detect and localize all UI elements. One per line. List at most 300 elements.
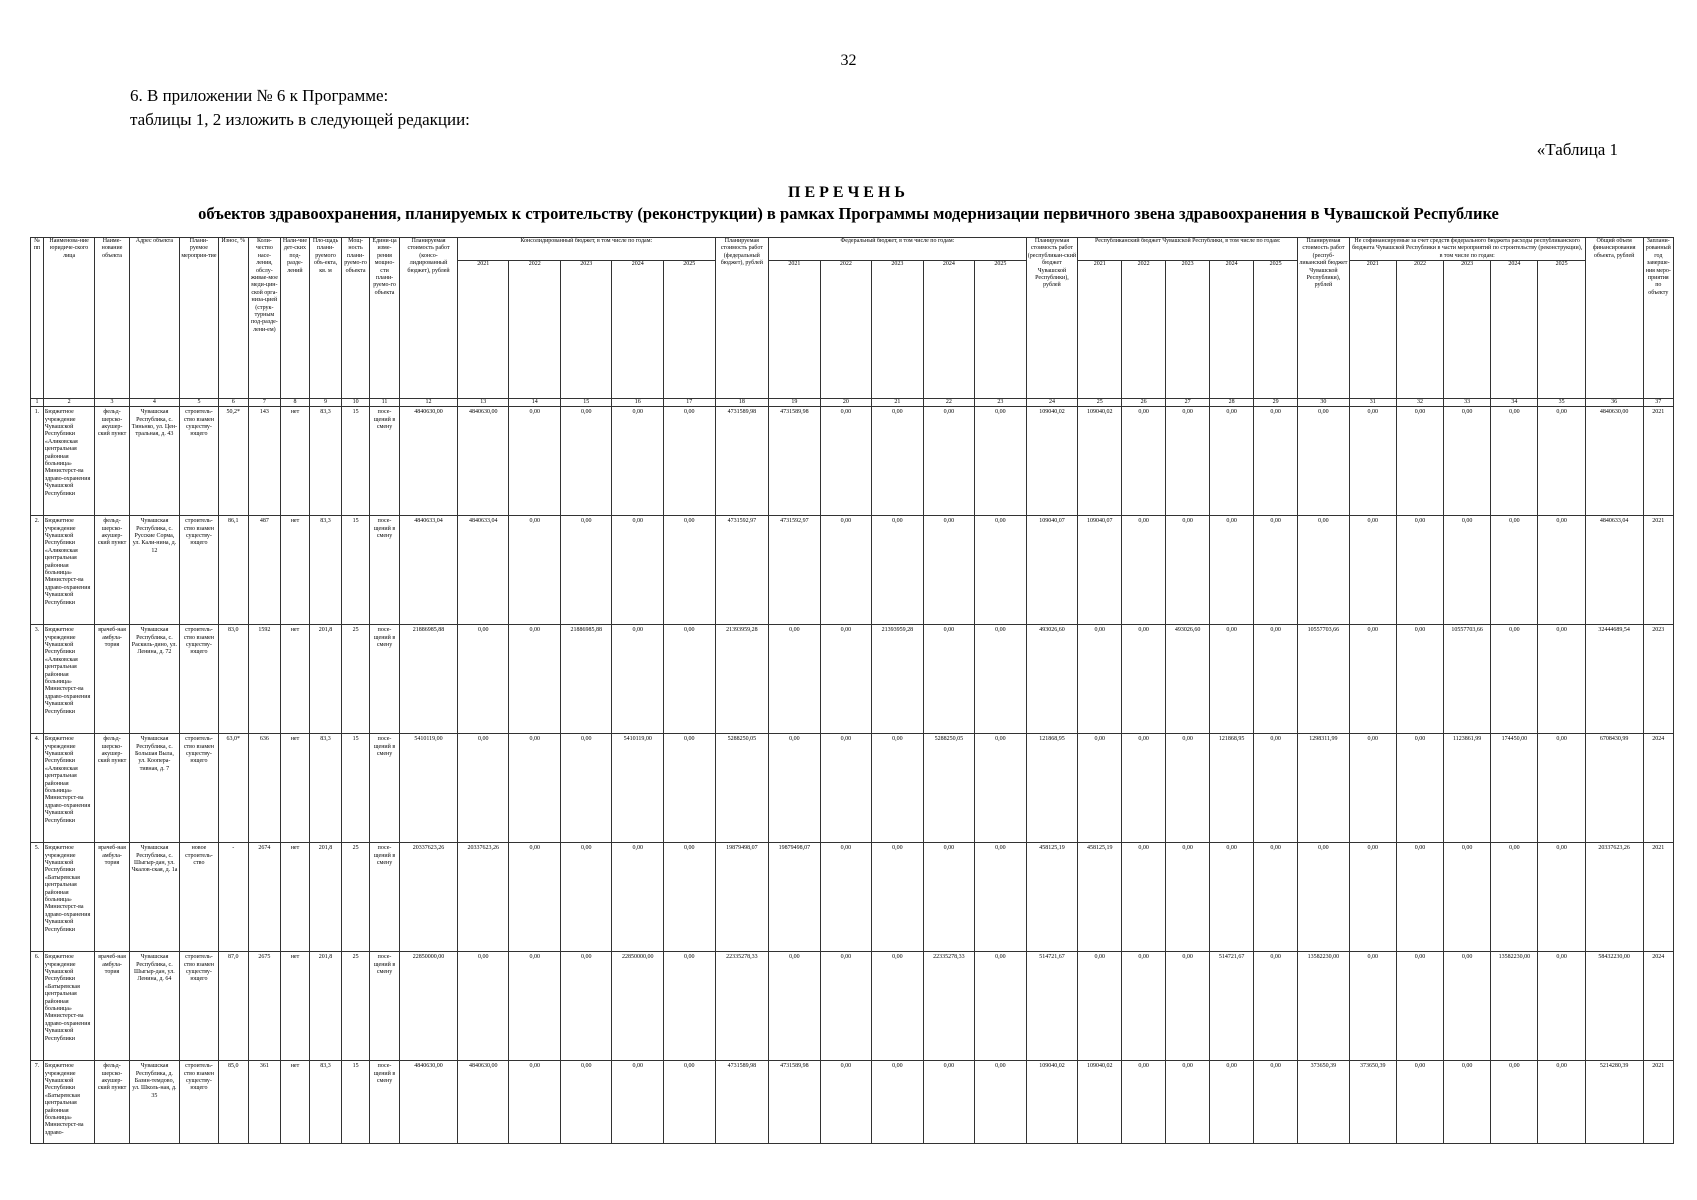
- table-cell: 2021: [1643, 843, 1673, 952]
- table-cell: 83,3: [309, 407, 341, 516]
- table-cell: 86,1: [218, 516, 248, 625]
- table-cell: 4731589,98: [715, 1061, 769, 1144]
- table-cell: 201,8: [309, 625, 341, 734]
- table-cell: посе-щений в смену: [370, 625, 400, 734]
- table-cell: фельд-шерско-акушер-ский пункт: [95, 734, 129, 843]
- table-header: [31, 238, 1674, 407]
- column-number: 31: [1349, 399, 1396, 407]
- header-children: Нали-чие дет-ских под-разде-лений: [280, 238, 309, 399]
- table-cell: 2023: [1643, 625, 1673, 734]
- table-cell: 21886985,88: [400, 625, 458, 734]
- table-cell: Чувашская Республика, с. Шыгыр-дан, ул. Чкалов-ская, д. 1а: [129, 843, 179, 952]
- table-cell: 83,3: [309, 734, 341, 843]
- header-total: Общий объем финансирования объекта, рублей: [1585, 238, 1643, 399]
- table-cell: 121868,95: [1210, 734, 1254, 843]
- header-staff: Коли-чество насе-ления, обслу-живае-мое меди-цин-ской орга-низа-цией (струк-турным под-разде-лени-ем): [248, 238, 280, 399]
- table-cell: Бюджетное учреждение Чувашской Республики «Батыревская центральная районная больница» Министерст-ва здраво-охранения Чувашской Республики: [43, 843, 95, 952]
- table-cell: 201,8: [309, 843, 341, 952]
- header-num: № пп: [31, 238, 44, 399]
- table-cell: 0,00: [1210, 1061, 1254, 1144]
- table-cell: 0,00: [509, 1061, 561, 1144]
- table-cell: 5214280,39: [1585, 1061, 1643, 1144]
- table-label: «Таблица 1: [1536, 140, 1618, 159]
- table-cell: 2024: [1643, 952, 1673, 1061]
- table-cell: 4731592,97: [769, 516, 821, 625]
- table-cell: Чувашская Республика, д. Базин-темдово, ул. Школь-ная, д. 35: [129, 1061, 179, 1144]
- header-capacity: Мощ-ность плани-руемо-го объекта: [342, 238, 370, 399]
- table-cell: Бюджетное учреждение Чувашской Республики «Батыревская центральная районная больница» Министерст-ва здраво-охранения Чувашской Республики: [43, 952, 95, 1061]
- table-cell: 2021: [1643, 516, 1673, 625]
- column-number: 13: [457, 399, 509, 407]
- table-cell: 0,00: [612, 625, 664, 734]
- table-row: [31, 843, 1674, 952]
- header-cost-republic: Планируемая стоимость работ (республикан-ский бюджет Чувашской Республики), рублей: [1026, 238, 1078, 399]
- table-cell: 0,00: [1444, 952, 1491, 1061]
- table-cell: 0,00: [923, 516, 975, 625]
- table-cell: 0,00: [769, 625, 821, 734]
- table-cell: 21886985,88: [560, 625, 612, 734]
- table-cell: 13582230,00: [1491, 952, 1538, 1061]
- table-cell: 0,00: [457, 952, 509, 1061]
- document-title: [0, 184, 1697, 224]
- table-cell: строитель-ство взамен существу-ющего: [180, 516, 219, 625]
- column-number: 15: [560, 399, 612, 407]
- table-cell: 0,00: [1078, 952, 1122, 1061]
- table-cell: 0,00: [923, 843, 975, 952]
- table-cell: 109040,07: [1026, 516, 1078, 625]
- table-cell: 0,00: [820, 734, 872, 843]
- table-cell: 0,00: [1396, 407, 1443, 516]
- table-row: [31, 625, 1674, 734]
- header-year: 2023: [560, 261, 612, 399]
- column-number: 28: [1210, 399, 1254, 407]
- table-cell: 0,00: [1349, 407, 1396, 516]
- table-cell: Бюджетное учреждение Чувашской Республики «Аликовская центральная районная больница» Министерст-ва здраво-охранения Чувашской Республики: [43, 734, 95, 843]
- table-cell: 22335278,33: [715, 952, 769, 1061]
- table-row: [31, 734, 1674, 843]
- table-cell: 636: [248, 734, 280, 843]
- table-cell: 0,00: [509, 952, 561, 1061]
- table-cell: 25: [342, 843, 370, 952]
- table-cell: 109040,02: [1026, 407, 1078, 516]
- table-cell: 0,00: [872, 407, 924, 516]
- table-cell: 0,00: [1538, 516, 1585, 625]
- header-year: 2024: [1210, 261, 1254, 399]
- table-cell: Бюджетное учреждение Чувашской Республики «Аликовская центральная районная больница» Министерст-ва здраво-охранения Чувашской Республики: [43, 407, 95, 516]
- table-cell: 0,00: [1538, 625, 1585, 734]
- table-cell: 4840633,04: [1585, 516, 1643, 625]
- table-cell: 0,00: [1349, 625, 1396, 734]
- table-cell: 0,00: [509, 625, 561, 734]
- header-year: 2022: [1122, 261, 1166, 399]
- table-cell: 0,00: [663, 843, 715, 952]
- table-cell: 85,0: [218, 1061, 248, 1144]
- table-cell: 6708430,99: [1585, 734, 1643, 843]
- table-cell: 20337623,26: [400, 843, 458, 952]
- table-cell: 0,00: [872, 516, 924, 625]
- column-number: 27: [1166, 399, 1210, 407]
- table-cell: 15: [342, 1061, 370, 1144]
- column-number: 23: [975, 399, 1027, 407]
- table-cell: 0,00: [975, 952, 1027, 1061]
- table-cell: 2021: [1643, 407, 1673, 516]
- column-number: 18: [715, 399, 769, 407]
- header-year: 2023: [872, 261, 924, 399]
- table-cell: 4840633,04: [400, 516, 458, 625]
- table-cell: 0,00: [923, 625, 975, 734]
- table-cell: посе-щений в смену: [370, 516, 400, 625]
- table-cell: 121868,95: [1026, 734, 1078, 843]
- table-cell: 0,00: [612, 516, 664, 625]
- table-cell: 0,00: [820, 625, 872, 734]
- column-number: 16: [612, 399, 664, 407]
- table-cell: 20337623,26: [457, 843, 509, 952]
- table-cell: 5.: [31, 843, 44, 952]
- table-cell: 0,00: [1254, 843, 1298, 952]
- header-year: 2025: [663, 261, 715, 399]
- header-year: 2021: [457, 261, 509, 399]
- table-cell: 5288250,05: [715, 734, 769, 843]
- table-cell: 21393959,28: [715, 625, 769, 734]
- table-cell: 0,00: [1210, 625, 1254, 734]
- column-number: 7: [248, 399, 280, 407]
- table-body: [31, 407, 1674, 1144]
- header-federal-group: Федеральный бюджет, в том числе по годам:: [769, 238, 1027, 261]
- table-cell: посе-щений в смену: [370, 734, 400, 843]
- table-cell: 1.: [31, 407, 44, 516]
- table-cell: 493026,60: [1026, 625, 1078, 734]
- table-cell: 0,00: [1166, 516, 1210, 625]
- table-cell: 0,00: [612, 1061, 664, 1144]
- table-cell: Чувашская Республика, с. Тиньнко, ул. Цен-тральная, д. 43: [129, 407, 179, 516]
- table-cell: 0,00: [1122, 516, 1166, 625]
- table-cell: нет: [280, 625, 309, 734]
- intro-text: [130, 84, 470, 132]
- column-number: 30: [1298, 399, 1350, 407]
- table-cell: 0,00: [663, 407, 715, 516]
- table-cell: 373650,39: [1298, 1061, 1350, 1144]
- table-cell: 0,00: [1298, 843, 1350, 952]
- table-cell: 0,00: [560, 407, 612, 516]
- table-cell: 0,00: [1254, 734, 1298, 843]
- table-cell: 0,00: [560, 843, 612, 952]
- column-number: 11: [370, 399, 400, 407]
- table-cell: 0,00: [1396, 734, 1443, 843]
- table-cell: 10557703,66: [1444, 625, 1491, 734]
- table-cell: 0,00: [872, 952, 924, 1061]
- table-cell: 0,00: [457, 734, 509, 843]
- table-cell: 0,00: [1396, 1061, 1443, 1144]
- table-cell: 2024: [1643, 734, 1673, 843]
- column-number: 8: [280, 399, 309, 407]
- table-cell: 0,00: [663, 625, 715, 734]
- table-cell: 0,00: [872, 734, 924, 843]
- table-cell: 109040,02: [1078, 407, 1122, 516]
- header-consolidated-group: Консолидированный бюджет, в том числе по годам:: [457, 238, 715, 261]
- page-number: 32: [840, 52, 857, 69]
- table-cell: 0,00: [1298, 516, 1350, 625]
- table-cell: фельд-шерско-акушер-ский пункт: [95, 407, 129, 516]
- header-cost-republic-extra: Планируемая стоимость работ (респуб-ликанский бюджет Чувашской Республики), рублей: [1298, 238, 1350, 399]
- header-year: 2024: [612, 261, 664, 399]
- header-year: 2025: [1538, 261, 1585, 399]
- table-cell: 4.: [31, 734, 44, 843]
- header-completion: Заплани-рованный год заверше-ния меро-приятия по объекту: [1643, 238, 1673, 399]
- table-cell: 0,00: [1538, 407, 1585, 516]
- table-cell: посе-щений в смену: [370, 1061, 400, 1144]
- header-year: 2024: [923, 261, 975, 399]
- table-cell: 0,00: [1491, 407, 1538, 516]
- table-cell: 0,00: [1122, 952, 1166, 1061]
- table-cell: 0,00: [872, 1061, 924, 1144]
- table-cell: 0,00: [1396, 843, 1443, 952]
- column-number: 22: [923, 399, 975, 407]
- table-cell: 4731592,97: [715, 516, 769, 625]
- table-cell: 0,00: [975, 625, 1027, 734]
- header-year: 2022: [820, 261, 872, 399]
- table-cell: 10557703,66: [1298, 625, 1350, 734]
- table-cell: 0,00: [509, 843, 561, 952]
- table-cell: -: [218, 843, 248, 952]
- table-cell: 493026,60: [1166, 625, 1210, 734]
- table-cell: 0,00: [457, 625, 509, 734]
- header-year: 2021: [769, 261, 821, 399]
- objects-table-wrapper: [30, 237, 1674, 1144]
- title-subtitle: объектов здравоохранения, планируемых к строительству (реконструкции) в рамках Программы модернизации первичного звена здравоохранения в Чувашской Республике: [198, 204, 1499, 223]
- table-cell: 1298311,99: [1298, 734, 1350, 843]
- table-cell: 0,00: [1349, 952, 1396, 1061]
- table-cell: 2.: [31, 516, 44, 625]
- table-cell: 0,00: [560, 516, 612, 625]
- table-cell: нет: [280, 952, 309, 1061]
- table-cell: 0,00: [663, 1061, 715, 1144]
- table-cell: врачеб-ная амбула-тория: [95, 625, 129, 734]
- column-number: 34: [1491, 399, 1538, 407]
- header-nonco-group: Не софинансируемые за счет средств федерального бюджета расходы республиканского бюджета Чувашской Республики в части мероприятий по строительству (реконструкции), в том числе по годам:: [1349, 238, 1585, 261]
- table-cell: 4731589,98: [769, 407, 821, 516]
- table-cell: Бюджетное учреждение Чувашской Республики «Аликовская центральная районная больница» Министерст-ва здраво-охранения Чувашской Республики: [43, 516, 95, 625]
- table-cell: 0,00: [663, 952, 715, 1061]
- table-cell: 0,00: [1078, 625, 1122, 734]
- table-cell: Чувашская Республика, с. Раскиль-дино, ул. Ленина, д. 72: [129, 625, 179, 734]
- table-cell: 0,00: [1078, 734, 1122, 843]
- column-number: 9: [309, 399, 341, 407]
- table-cell: посе-щений в смену: [370, 952, 400, 1061]
- table-cell: 361: [248, 1061, 280, 1144]
- column-number: 32: [1396, 399, 1443, 407]
- column-number-row: [31, 399, 1674, 407]
- header-unit: Едини-ца изме-рения мощно-сти плани-руемо-го объекта: [370, 238, 400, 399]
- column-number: 4: [129, 399, 179, 407]
- header-year: 2025: [1254, 261, 1298, 399]
- table-cell: 0,00: [1396, 516, 1443, 625]
- column-number: 36: [1585, 399, 1643, 407]
- table-cell: 514721,67: [1026, 952, 1078, 1061]
- table-cell: нет: [280, 516, 309, 625]
- table-cell: Чувашская Республика, с. Большая Выла, ул. Коопера-тивная, д. 7: [129, 734, 179, 843]
- table-cell: 0,00: [509, 516, 561, 625]
- table-cell: 0,00: [872, 843, 924, 952]
- table-cell: 50,2*: [218, 407, 248, 516]
- table-cell: 63,0*: [218, 734, 248, 843]
- table-cell: врачеб-ная амбула-тория: [95, 952, 129, 1061]
- table-cell: 0,00: [975, 1061, 1027, 1144]
- table-cell: 0,00: [1122, 843, 1166, 952]
- table-cell: 20337623,26: [1585, 843, 1643, 952]
- table-cell: 109040,02: [1078, 1061, 1122, 1144]
- table-cell: 0,00: [1254, 952, 1298, 1061]
- table-cell: 0,00: [1444, 407, 1491, 516]
- column-number: 26: [1122, 399, 1166, 407]
- table-cell: 0,00: [1538, 952, 1585, 1061]
- header-year: 2024: [1491, 261, 1538, 399]
- column-number: 37: [1643, 399, 1673, 407]
- table-cell: 6.: [31, 952, 44, 1061]
- table-cell: 0,00: [1254, 407, 1298, 516]
- header-object-name: Наиме-нование объекта: [95, 238, 129, 399]
- header-year: 2022: [1396, 261, 1443, 399]
- table-cell: Чувашская Республика, с. Шыгыр-дан, ул. Ленина, д. 64: [129, 952, 179, 1061]
- table-cell: новое строитель-ство: [180, 843, 219, 952]
- table-cell: 2021: [1643, 1061, 1673, 1144]
- table-cell: 0,00: [1122, 734, 1166, 843]
- column-number: 19: [769, 399, 821, 407]
- table-cell: Бюджетное учреждение Чувашской Республики «Аликовская центральная районная больница» Министерст-ва здраво-охранения Чувашской Республики: [43, 625, 95, 734]
- header-year: 2021: [1349, 261, 1396, 399]
- table-cell: 13582230,00: [1298, 952, 1350, 1061]
- table-cell: 87,0: [218, 952, 248, 1061]
- table-cell: 58432230,00: [1585, 952, 1643, 1061]
- column-number: 29: [1254, 399, 1298, 407]
- table-cell: 0,00: [923, 1061, 975, 1144]
- table-cell: 0,00: [1210, 516, 1254, 625]
- table-cell: врачеб-ная амбула-тория: [95, 843, 129, 952]
- table-cell: 143: [248, 407, 280, 516]
- table-cell: 25: [342, 625, 370, 734]
- table-cell: 0,00: [612, 843, 664, 952]
- table-cell: 458125,19: [1026, 843, 1078, 952]
- column-number: 6: [218, 399, 248, 407]
- table-cell: 5410119,00: [612, 734, 664, 843]
- table-cell: фельд-шерско-акушер-ский пункт: [95, 516, 129, 625]
- column-number: 12: [400, 399, 458, 407]
- column-number: 10: [342, 399, 370, 407]
- column-number: 14: [509, 399, 561, 407]
- table-cell: 0,00: [975, 734, 1027, 843]
- table-cell: 25: [342, 952, 370, 1061]
- table-cell: 19879498,07: [769, 843, 821, 952]
- table-cell: 4840633,04: [457, 516, 509, 625]
- table-cell: 1592: [248, 625, 280, 734]
- table-cell: 4840630,00: [457, 407, 509, 516]
- header-wear: Износ, %: [218, 238, 248, 399]
- header-republic-group: Республиканский бюджет Чувашской Республики, в том числе по годам:: [1078, 238, 1298, 261]
- table-cell: 0,00: [1122, 625, 1166, 734]
- table-cell: 21393959,28: [872, 625, 924, 734]
- table-cell: 0,00: [1538, 843, 1585, 952]
- table-cell: 0,00: [509, 734, 561, 843]
- table-cell: 0,00: [1349, 516, 1396, 625]
- table-cell: 0,00: [975, 516, 1027, 625]
- table-cell: 0,00: [1210, 843, 1254, 952]
- table-cell: 32444689,54: [1585, 625, 1643, 734]
- table-cell: 0,00: [1122, 1061, 1166, 1144]
- table-cell: 0,00: [1349, 843, 1396, 952]
- header-planned-event: Плани-руемое мероприя-тие: [180, 238, 219, 399]
- column-number: 3: [95, 399, 129, 407]
- table-cell: 174450,00: [1491, 734, 1538, 843]
- table-cell: 4840630,00: [457, 1061, 509, 1144]
- table-row: [31, 407, 1674, 516]
- header-address: Адрес объекта: [129, 238, 179, 399]
- table-cell: 15: [342, 516, 370, 625]
- table-cell: 3.: [31, 625, 44, 734]
- header-year: 2023: [1444, 261, 1491, 399]
- table-cell: 22335278,33: [923, 952, 975, 1061]
- table-cell: фельд-шерско-акушер-ский пункт: [95, 1061, 129, 1144]
- column-number: 20: [820, 399, 872, 407]
- table-cell: 5288250,05: [923, 734, 975, 843]
- table-cell: 0,00: [975, 407, 1027, 516]
- table-cell: 0,00: [820, 516, 872, 625]
- table-cell: 487: [248, 516, 280, 625]
- table-cell: 15: [342, 734, 370, 843]
- header-area: Пло-щадь плани-руемого объ-екта, кв. м: [309, 238, 341, 399]
- table-cell: 4731589,98: [769, 1061, 821, 1144]
- column-number: 35: [1538, 399, 1585, 407]
- table-cell: 0,00: [1166, 407, 1210, 516]
- table-cell: 4840630,00: [1585, 407, 1643, 516]
- table-cell: строитель-ство взамен существу-ющего: [180, 952, 219, 1061]
- intro-line-1: 6. В приложении № 6 к Программе:: [130, 86, 389, 105]
- table-cell: 0,00: [1491, 1061, 1538, 1144]
- table-cell: 0,00: [1538, 1061, 1585, 1144]
- intro-line-2: таблицы 1, 2 изложить в следующей редакции:: [130, 110, 470, 129]
- table-cell: 83,0: [218, 625, 248, 734]
- table-cell: 15: [342, 407, 370, 516]
- column-number: 1: [31, 399, 44, 407]
- table-cell: 0,00: [820, 952, 872, 1061]
- table-cell: 22850000,00: [612, 952, 664, 1061]
- table-cell: 7.: [31, 1061, 44, 1144]
- table-cell: 0,00: [1444, 843, 1491, 952]
- header-year: 2021: [1078, 261, 1122, 399]
- table-cell: 83,3: [309, 516, 341, 625]
- table-cell: строитель-ство взамен существу-ющего: [180, 734, 219, 843]
- table-cell: 0,00: [1166, 734, 1210, 843]
- header-year: 2022: [509, 261, 561, 399]
- table-cell: 458125,19: [1078, 843, 1122, 952]
- column-number: 17: [663, 399, 715, 407]
- table-cell: нет: [280, 734, 309, 843]
- table-cell: 0,00: [560, 952, 612, 1061]
- table-cell: 0,00: [663, 734, 715, 843]
- table-cell: 0,00: [1444, 516, 1491, 625]
- table-cell: 4840630,00: [400, 407, 458, 516]
- table-cell: 373650,39: [1349, 1061, 1396, 1144]
- table-cell: 109040,07: [1078, 516, 1122, 625]
- table-cell: 4840630,00: [400, 1061, 458, 1144]
- table-cell: 1123861,99: [1444, 734, 1491, 843]
- table-cell: строитель-ство взамен существу-ющего: [180, 625, 219, 734]
- table-cell: 0,00: [975, 843, 1027, 952]
- table-cell: 83,3: [309, 1061, 341, 1144]
- table-cell: 2674: [248, 843, 280, 952]
- table-cell: 0,00: [509, 407, 561, 516]
- table-cell: 0,00: [1349, 734, 1396, 843]
- table-cell: 0,00: [820, 407, 872, 516]
- column-number: 5: [180, 399, 219, 407]
